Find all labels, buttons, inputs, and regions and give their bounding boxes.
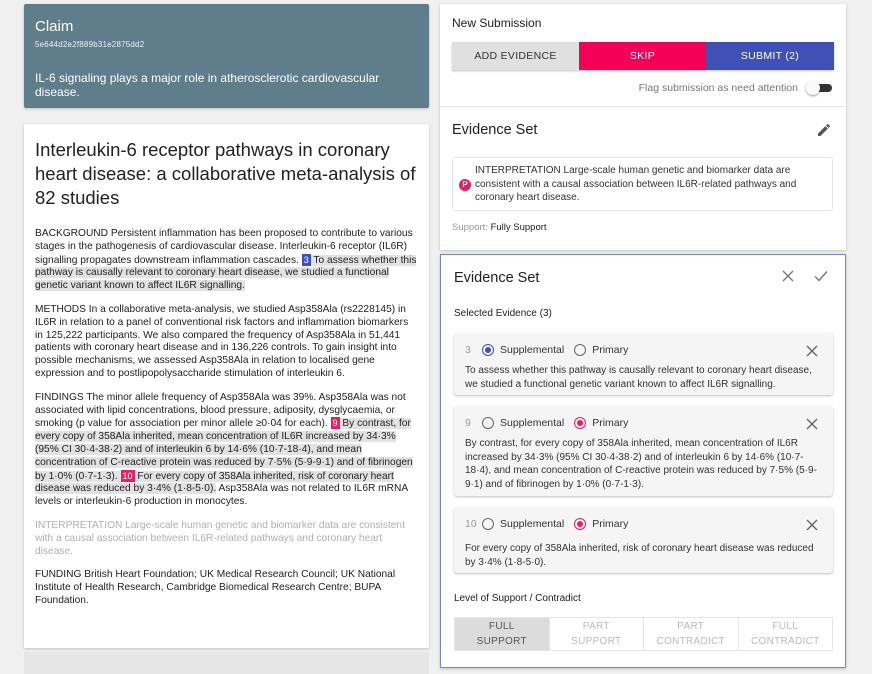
sentence[interactable]: Asp358Ala was not related to IL6R mRNA levels or interleukin-6 production in monocytes. bbox=[35, 483, 408, 508]
add-evidence-button[interactable]: ADD EVIDENCE bbox=[452, 42, 579, 70]
selected-evidence-label: Selected Evidence (3) bbox=[454, 308, 552, 319]
paper-background bbox=[35, 228, 418, 293]
level-line2: SUPPORT bbox=[476, 636, 527, 647]
evidence-set-title: Evidence Set bbox=[452, 122, 538, 138]
level-line1: FULL bbox=[772, 621, 799, 632]
submission-panel bbox=[440, 4, 846, 250]
paper-card bbox=[24, 124, 429, 648]
claim-text: IL-6 signaling plays a major role in atherosclerotic cardiovascular disease. bbox=[35, 71, 380, 99]
supplemental-label[interactable]: Supplemental bbox=[500, 417, 565, 429]
next-card-edge bbox=[24, 652, 429, 674]
evidence-set-item[interactable] bbox=[452, 157, 833, 211]
confirm-check-icon[interactable] bbox=[813, 269, 829, 283]
part-support-button[interactable] bbox=[549, 618, 644, 650]
evidence-options bbox=[465, 417, 628, 429]
primary-radio[interactable] bbox=[574, 518, 586, 530]
paper-funding[interactable]: FUNDING British Heart Foundation; UK Medical Research Council; UK National Institute of Health Research, Cambridge Biomedical Research Centre; BUPA Foundation. bbox=[35, 569, 396, 606]
toggle-knob bbox=[806, 81, 820, 95]
claim-card bbox=[24, 4, 429, 108]
primary-label[interactable]: Primary bbox=[592, 518, 629, 530]
sentence[interactable]: BACKGROUND Persistent inflammation has been proposed to contribute to various stages in the pathogenesis of cardiovascular disease. Interleukin-6 receptor (IL6R) signalling propagates downstream inflammation cascades. bbox=[35, 228, 413, 266]
paper-title: Interleukin-6 receptor pathways in coronary heart disease: a collaborative meta-analysis of 82 studies bbox=[35, 139, 416, 208]
paper-interpretation[interactable]: INTERPRETATION Large-scale human genetic and biomarker data are consistent with a causal association between IL6R-related pathways and coronary heart disease. bbox=[35, 519, 405, 557]
evidence-item bbox=[454, 507, 833, 573]
evidence-set-editor bbox=[440, 254, 846, 668]
submission-title: New Submission bbox=[452, 16, 542, 30]
editor-title: Evidence Set bbox=[454, 270, 540, 286]
level-line1: PART bbox=[582, 621, 610, 632]
evidence-item bbox=[454, 333, 833, 395]
evidence-text: INTERPRETATION Large-scale human genetic and biomarker data are consistent with a causal association between IL6R-related pathways and coronary heart disease. bbox=[475, 165, 797, 203]
divider bbox=[440, 106, 846, 107]
evidence-number: 10 bbox=[465, 518, 477, 530]
evidence-options bbox=[465, 344, 628, 356]
level-label: Level of Support / Contradict bbox=[454, 593, 581, 604]
supplemental-label[interactable]: Supplemental bbox=[500, 344, 565, 356]
flag-row bbox=[639, 81, 832, 95]
level-toggle-group bbox=[454, 617, 833, 651]
level-line2: CONTRADICT bbox=[750, 636, 820, 647]
full-support-button[interactable] bbox=[455, 618, 549, 650]
level-line2: CONTRADICT bbox=[656, 636, 726, 647]
supplemental-radio[interactable] bbox=[482, 344, 494, 356]
cancel-close-icon[interactable] bbox=[781, 269, 795, 283]
claim-id: 5e644d2e2f889b31e2875dd2 bbox=[35, 40, 145, 49]
sentence[interactable]: FINDINGS The minor allele frequency of Asp358Ala was 39%. Asp358Ala was not associated with lipid concentrations, blood pressure, adiposity, dysglycaemia, or smoking (p value for association per minor allele ≥0·04 for each). bbox=[35, 391, 406, 430]
level-line2: SUPPORT bbox=[571, 636, 622, 647]
support-value: Fully Support bbox=[490, 222, 547, 233]
evidence-number: 9 bbox=[465, 417, 471, 429]
evidence-item bbox=[454, 406, 833, 496]
primary-label[interactable]: Primary bbox=[592, 344, 629, 356]
level-line1: FULL bbox=[488, 621, 515, 632]
paper-findings bbox=[35, 392, 418, 509]
sentence-number-badge: 3 bbox=[303, 254, 309, 265]
support-status bbox=[452, 222, 547, 233]
paper-methods[interactable]: METHODS In a collaborative meta-analysis, we studied Asp358Ala (rs2228145) in IL6R in relation to a panel of conventional risk factors and inflammation biomarkers in 125,222 participants. We also compared the frequency of Asp358Ala in 51,441 patients with coronary heart disease and in 136,226 controls. To gain insight into possible mechanisms, we assessed Asp358Ala in relation to localised gene expression and to postlipopolysaccharide stimulation of interleukin 6. bbox=[35, 303, 409, 379]
selected-sentence[interactable]: For every copy of 358Ala inherited, risk of coronary heart disease was reduced by 3·4% (1·8-5·0). bbox=[35, 470, 394, 495]
sentence-number-badge: 10 bbox=[122, 470, 133, 481]
supplemental-radio[interactable] bbox=[482, 518, 494, 530]
evidence-options bbox=[465, 518, 628, 530]
primary-label[interactable]: Primary bbox=[592, 417, 629, 429]
level-line1: PART bbox=[677, 621, 705, 632]
remove-evidence-icon[interactable] bbox=[806, 418, 818, 430]
primary-badge-icon: P bbox=[459, 179, 471, 191]
selected-sentence[interactable]: To assess whether this pathway is causally relevant to coronary heart disease, we studied a functional genetic variant known to affect IL6R signalling. bbox=[35, 254, 417, 292]
submission-actions bbox=[452, 42, 834, 70]
supplemental-label[interactable]: Supplemental bbox=[500, 518, 565, 530]
skip-button[interactable]: SKIP bbox=[579, 42, 706, 70]
part-contradict-button[interactable] bbox=[643, 618, 738, 650]
primary-radio[interactable] bbox=[574, 344, 586, 356]
remove-evidence-icon[interactable] bbox=[806, 519, 818, 531]
evidence-text: For every copy of 358Ala inherited, risk of coronary heart disease was reduced by 3·4% (1·8-5·0). bbox=[465, 543, 814, 568]
claim-title: Claim bbox=[35, 18, 74, 35]
flag-label: Flag submission as need attention bbox=[638, 82, 798, 94]
sentence-number-badge: 9 bbox=[332, 418, 338, 429]
full-contradict-button[interactable] bbox=[738, 618, 833, 650]
edit-pencil-icon[interactable] bbox=[816, 122, 832, 138]
submit-button[interactable]: SUBMIT (2) bbox=[706, 42, 834, 70]
selected-sentence[interactable]: By contrast, for every copy of 358Ala inherited, mean concentration of IL6R increased by 34·3% (95% CI 30·4-38·2) and of interleukin 6 by 14·6% (10·7-18·4), and mean concentration of C-reactive protein was reduced by 7·5% (5·9-9·1) and of fibrinogen by 1·0% (0·7-1·3). bbox=[35, 418, 413, 482]
primary-radio[interactable] bbox=[574, 417, 586, 429]
supplemental-radio[interactable] bbox=[482, 417, 494, 429]
remove-evidence-icon[interactable] bbox=[806, 345, 818, 357]
evidence-number: 3 bbox=[465, 344, 471, 356]
evidence-text: To assess whether this pathway is causally relevant to coronary heart disease, we studied a functional genetic variant known to affect IL6R signalling. bbox=[465, 365, 812, 390]
flag-toggle[interactable] bbox=[806, 81, 832, 95]
evidence-text: By contrast, for every copy of 358Ala inherited, mean concentration of IL6R increased by 34·3% (95% CI 30·4-38·2) and of interleukin 6 by 14·6% (10·7-18·4), and mean concentration of C-reactive protein was reduced by 7·5% (5·9-9·1) and of fibrinogen by 1·0% (0·7-1·3). bbox=[465, 438, 817, 490]
support-label: Support: bbox=[452, 222, 488, 233]
